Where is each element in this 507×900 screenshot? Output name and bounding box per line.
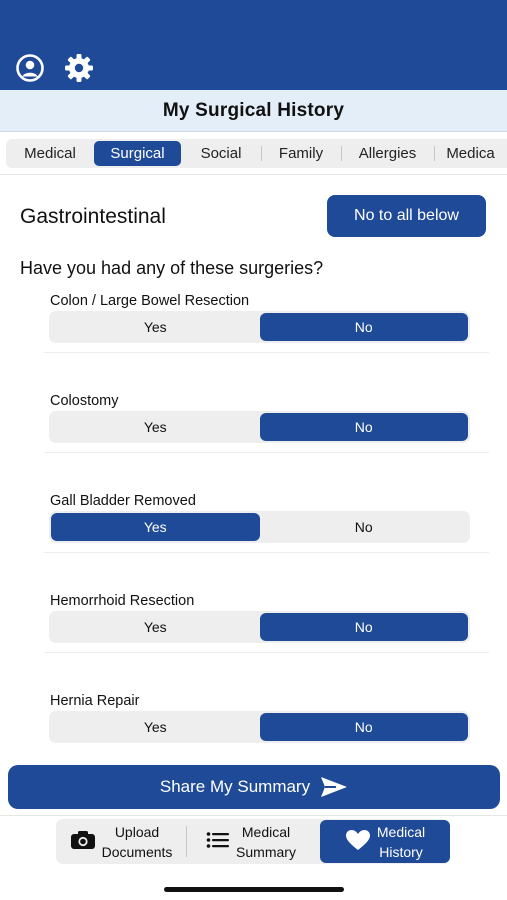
no-option[interactable]: No — [260, 613, 469, 641]
no-option[interactable]: No — [260, 713, 469, 741]
yes-no-toggle — [49, 711, 470, 743]
no-to-all-button[interactable]: No to all below — [327, 195, 486, 237]
surgery-item — [44, 593, 489, 653]
divider — [0, 815, 507, 816]
no-option[interactable]: No — [354, 519, 373, 535]
tab-medical[interactable]: Medical — [24, 145, 76, 162]
surgery-label: Colostomy — [50, 393, 119, 409]
surgery-label: Colon / Large Bowel Resection — [50, 293, 250, 309]
surgery-label: Gall Bladder Removed — [50, 493, 196, 509]
yes-no-toggle — [49, 411, 470, 443]
list-icon — [206, 831, 230, 852]
surgery-question: Have you had any of these surgeries? — [20, 258, 324, 278]
nav-label-line2: Documents — [101, 843, 173, 860]
yes-no-toggle — [49, 311, 470, 343]
surgery-item — [44, 693, 489, 753]
nav-label-line1: Medical — [241, 823, 291, 840]
nav-medical-history[interactable] — [320, 820, 450, 863]
surgery-item — [44, 493, 489, 553]
nav-medical-summary[interactable] — [186, 819, 316, 864]
bottom-navigation — [56, 819, 450, 864]
surgery-item — [44, 293, 489, 353]
section-title: Gastrointestinal — [20, 205, 166, 228]
page-title: My Surgical History — [162, 99, 345, 121]
top-app-bar — [0, 0, 507, 90]
category-tabs — [6, 139, 507, 168]
yes-option[interactable]: Yes — [143, 619, 167, 635]
tab-family[interactable]: Family — [261, 141, 341, 166]
yes-no-toggle — [49, 511, 470, 543]
camera-icon — [70, 830, 96, 853]
tab-surgical[interactable]: Surgical — [94, 141, 181, 166]
nav-label-line2: Summary — [236, 843, 296, 860]
share-summary-button[interactable] — [8, 765, 500, 809]
tab-medications[interactable]: Medica — [434, 141, 507, 166]
surgery-label: Hernia Repair — [50, 693, 140, 709]
no-option[interactable]: No — [260, 413, 469, 441]
surgery-item — [44, 393, 489, 453]
yes-option[interactable]: Yes — [143, 419, 167, 435]
heart-icon — [345, 829, 371, 854]
title-bar — [0, 90, 507, 132]
divider — [0, 174, 507, 175]
nav-label-line2: History — [379, 843, 423, 860]
tab-allergies[interactable]: Allergies — [341, 141, 434, 166]
nav-label-line1: Upload — [114, 823, 160, 840]
share-summary-label: Share My Summary — [159, 777, 311, 796]
nav-label-line1: Medical — [376, 823, 426, 840]
yes-option[interactable]: Yes — [143, 719, 167, 735]
yes-no-toggle — [49, 611, 470, 643]
profile-icon[interactable] — [14, 52, 46, 84]
settings-icon[interactable] — [63, 52, 95, 84]
yes-option[interactable]: Yes — [51, 513, 260, 541]
tab-social[interactable]: Social — [200, 145, 242, 162]
no-option[interactable]: No — [260, 313, 469, 341]
nav-upload-documents[interactable] — [56, 819, 186, 864]
yes-option[interactable]: Yes — [143, 319, 167, 335]
home-indicator — [164, 887, 344, 892]
send-icon — [320, 776, 348, 798]
surgery-label: Hemorrhoid Resection — [50, 593, 195, 609]
